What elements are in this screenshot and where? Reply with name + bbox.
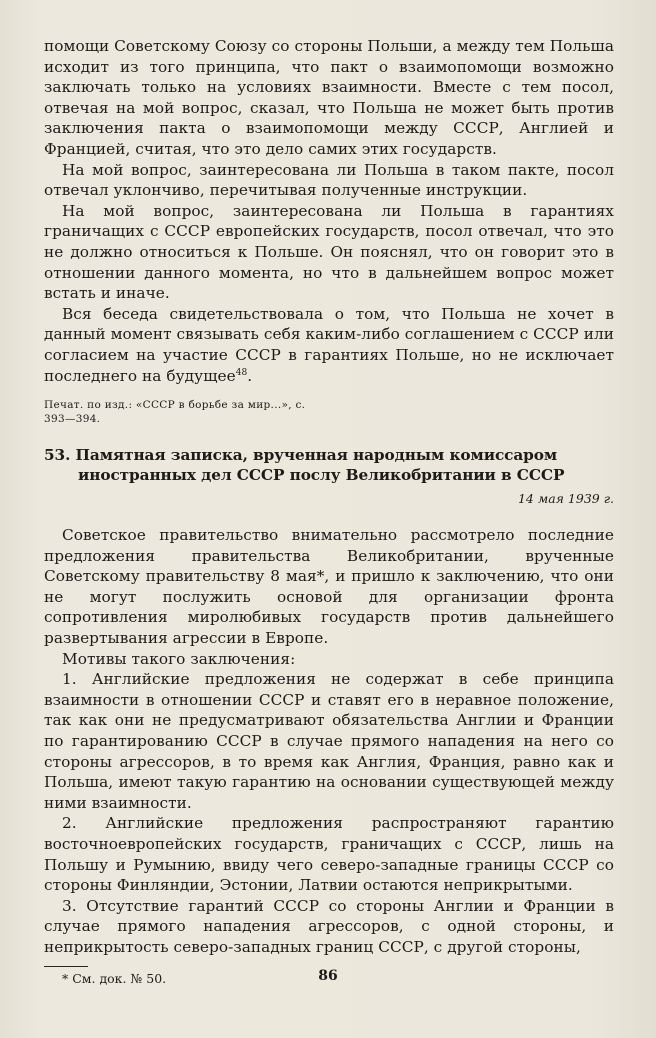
document-point-2: 2. Английские предложения распространяют гарантию восточноевропейских государств, граничащих с СССР, лишь на Польшу и Румынию, ввиду чего северо-западные границы СССР со стороны Финляндии, Эстонии, Латвии остаются неприкрытыми.	[44, 814, 614, 895]
document-point-1: 1. Английские предложения не содержат в себе принципа взаимности в отношении СССР и ставят его в неравное положение, так как они не предусматривают обязательства Англии и Франции по гарантированию СССР в случае прямого нападения на него со стороны агрессоров, в то время как Англия, Франция, равно как и Польша, имеют такую гарантию на основании существующей между ними взаимности.	[44, 670, 614, 812]
document-paragraph-intro	[44, 525, 614, 649]
document-heading: 53. Памятная записка, врученная народным комиссаром иностранных дел СССР послу Великобритании в СССР	[44, 446, 565, 484]
paragraph-conclusion	[44, 304, 614, 386]
document-body	[44, 525, 614, 957]
paragraph-interest-pact: На мой вопрос, заинтересована ли Польша в таком пакте, посол отвечал уклончиво, перечитывая полученные инструкции.	[44, 160, 614, 200]
paragraph-interest-guarantees: На мой вопрос, заинтересована ли Польша в гарантиях граничащих с СССР европейских государств, посол отвечал, что это не должно относиться к Польше. Он пояснял, что он говорит это в отношении данного момента, но что в дальнейшем вопрос может встать и иначе.	[44, 201, 614, 303]
document-paragraph-intro-a: Советское правительство внимательно рассмотрело последние предложения правительства Великобритании, врученные Советскому правительству 8 мая	[44, 526, 614, 586]
document-point-3: 3. Отсутствие гарантий СССР со стороны Англии и Франции в случае прямого нападения агрессоров, с одной стороны, и неприкрытость северо-западных границ СССР, с другой стороны,	[44, 896, 614, 956]
paragraph-continued: помощи Советскому Союзу со стороны Польши, а между тем Польша исходит из того принципа, что пакт о взаимопомощи возможно заключать только на условиях взаимности. Вместе с тем посол, отвечая на мой вопрос, сказал, что Польша не может быть против заключения пакта о взаимопомощи между СССР, Англией и Францией, считая, что это дело самих этих государств.	[44, 37, 614, 158]
document-paragraph-motives: Мотивы такого заключения:	[62, 649, 296, 668]
text-column	[44, 36, 614, 987]
document-paragraph-intro-b: , и пришло к заключению, что они не могут послужить основой для организации фронта сопротивления миролюбивых государств против дальнейшего развертывания агрессии в Европе.	[44, 567, 614, 648]
paragraph-conclusion-end: .	[247, 366, 253, 385]
footnote-divider	[44, 966, 88, 967]
footnote-ref-star: *	[316, 567, 325, 586]
page-number: 86	[318, 968, 338, 984]
source-note: Печат. по изд.: «СССР в борьбе за мир...», с. 393—394.	[44, 399, 306, 425]
document-date: 14 мая 1939 г.	[517, 491, 614, 507]
paragraph-conclusion-text: Вся беседа свидетельствовала о том, что Польша не хочет в данный момент связывать себя каким-либо соглашением с СССР или согласием на участие СССР в гарантиях Польше, но не исключает последнего на будущее	[44, 304, 614, 385]
footnote: * См. док. № 50.	[62, 970, 167, 986]
footnote-ref-48: 48	[235, 367, 248, 378]
